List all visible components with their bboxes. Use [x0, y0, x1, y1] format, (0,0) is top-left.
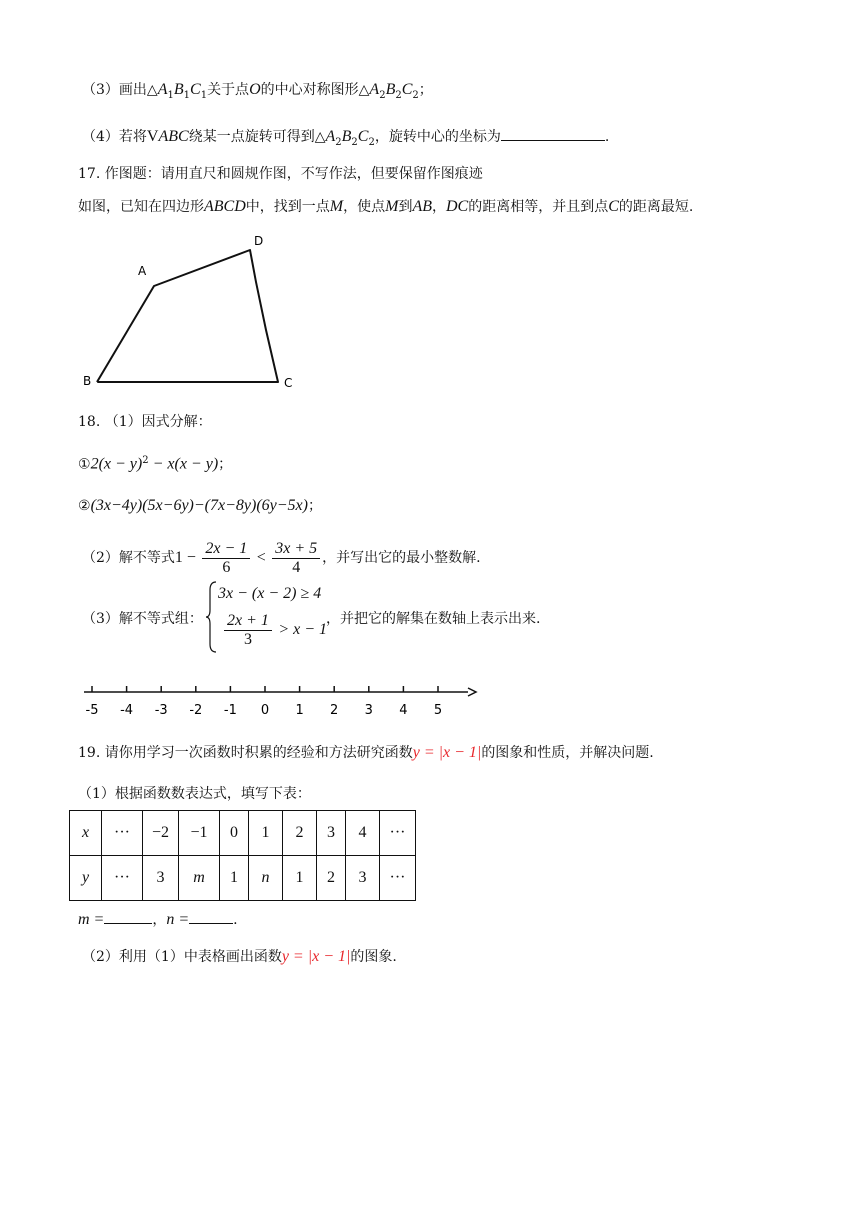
- q18-expr1: ①2(x − y)$^2$ − x(x − y)；: [78, 455, 233, 473]
- table-cell: ···: [102, 811, 143, 856]
- system-line2: $\frac{2x + 1}{3}$ > x − 1: [222, 610, 327, 650]
- vertex-label-c: C: [284, 376, 293, 390]
- q19-part1: （1）根据函数数表达式，填写下表：: [78, 786, 311, 802]
- table-cell: 1: [283, 856, 317, 901]
- q19-part2: （2）利用（1）中表格画出函数y = |x − 1|的图象.: [82, 948, 397, 965]
- table-cell: y: [70, 856, 102, 901]
- table-cell: 3: [317, 811, 346, 856]
- q19-title: 19. 请你用学习一次函数时积累的经验和方法研究函数y = |x − 1|的图象和性质，并解决问题.: [78, 744, 654, 761]
- table-cell: 3: [143, 856, 179, 901]
- axis-tick-label: 5: [433, 703, 443, 718]
- table-row-y: [70, 856, 416, 901]
- answer-blank[interactable]: [501, 126, 605, 141]
- axis-tick-label: 2: [330, 703, 339, 718]
- fraction-2: $\frac{3x + 5}{4}$: [272, 540, 320, 577]
- table-cell: 1: [220, 856, 249, 901]
- q18-part3-end: ，并把它的解集在数轴上表示出来.: [326, 611, 541, 627]
- axis-tick-label: -1: [223, 703, 237, 718]
- table-row-x: [70, 811, 416, 856]
- q18-title: 18. （1）因式分解：: [78, 414, 212, 430]
- axis-ticks: [86, 686, 443, 718]
- q17-title: 17. 作图题：请用直尺和圆规作图，不写作法，但要保留作图痕迹: [78, 166, 483, 182]
- system-brace: [206, 580, 218, 654]
- axis-tick-label: -3: [154, 703, 168, 718]
- answer-blank-n[interactable]: [189, 909, 233, 924]
- quadrilateral-outline: [97, 250, 278, 382]
- q18-part2: （2）解不等式1 − $\frac{2x - 1}{6}$ < $\frac{3x + 5}{4}$ ，并写出它的最小整数解.: [82, 539, 481, 576]
- table-cell: 2: [317, 856, 346, 901]
- table-cell: 1: [249, 811, 283, 856]
- table-cell: 3: [346, 856, 380, 901]
- table-cell: x: [70, 811, 102, 856]
- vertex-label-d: D: [254, 234, 264, 248]
- table-cell: 4: [346, 811, 380, 856]
- fraction-1: $\frac{2x - 1}{6}$: [202, 540, 250, 577]
- value-table: [69, 810, 416, 901]
- table-cell: m: [179, 856, 220, 901]
- q18-expr2: ②(3x−4y)(5x−6y)−(7x−8y)(6y−5x)；: [78, 497, 322, 514]
- table-cell: ···: [102, 856, 143, 901]
- axis-tick-label: -5: [85, 703, 99, 718]
- table-cell: n: [249, 856, 283, 901]
- vertex-label-a: A: [138, 264, 147, 278]
- table-cell: −2: [143, 811, 179, 856]
- table-cell: ···: [380, 811, 416, 856]
- answer-blank-m[interactable]: [104, 909, 152, 924]
- axis-tick-label: 3: [364, 703, 373, 718]
- axis-tick-label: -4: [120, 703, 134, 718]
- q17-body: 如图，已知在四边形ABCD中，找到一点M，使点M到AB，DC的距离相等，并且到点C的距离最短.: [78, 198, 694, 215]
- q16-item3: （3）画出$\triangle A_1B_1C_1$关于点O的中心对称图形$\triangle A_2B_2C_2$；: [82, 81, 433, 101]
- axis-tick-label: 0: [260, 703, 270, 718]
- quadrilateral-figure: [78, 230, 308, 395]
- axis-tick-label: 1: [295, 703, 304, 718]
- q18-part3-label: （3）解不等式组：: [82, 611, 203, 627]
- number-line: [80, 680, 480, 722]
- system-line1: 3x − (x − 2) ≥ 4: [218, 585, 322, 602]
- table-cell: −1: [179, 811, 220, 856]
- axis-tick-label: -2: [189, 703, 203, 718]
- table-cell: 0: [220, 811, 249, 856]
- vertex-label-b: B: [83, 374, 92, 388]
- axis-tick-label: 4: [399, 703, 408, 718]
- system-fraction: $\frac{2x + 1}{3}$: [224, 612, 272, 649]
- q16-item4: （4）若将VABC绕某一点旋转可得到$\triangle A_2B_2C_2$，旋转中心的坐标为 .: [82, 128, 610, 148]
- table-cell: ···: [380, 856, 416, 901]
- q19-answers: m = ，n = .: [78, 911, 238, 928]
- table-cell: 2: [283, 811, 317, 856]
